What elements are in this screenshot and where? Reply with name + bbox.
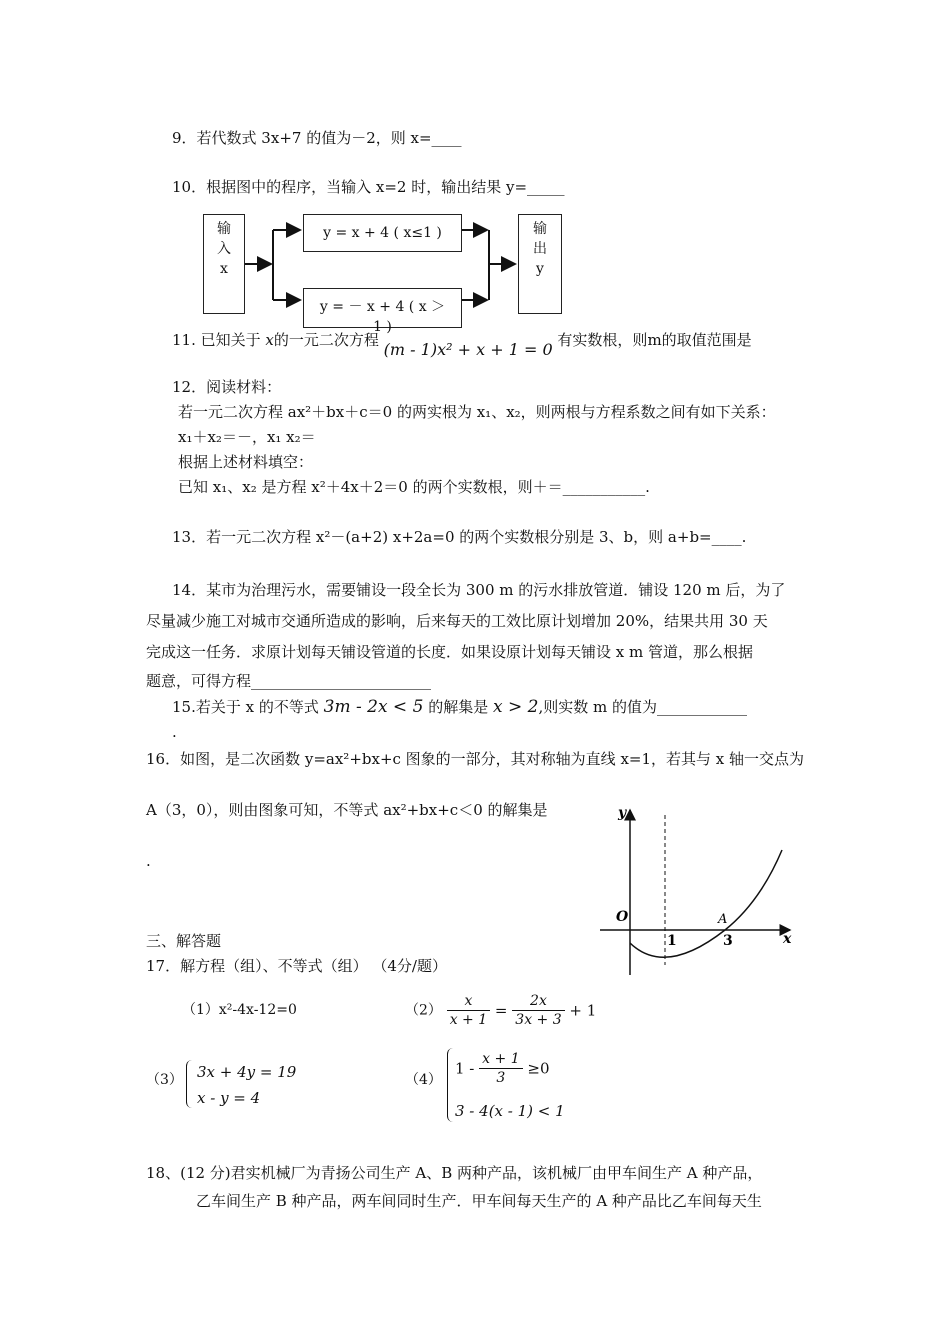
q17-p2-num1: x: [447, 992, 490, 1011]
question-17-title: 17．解方程（组）、不等式（组） （4分/题）: [146, 957, 447, 975]
q11-text-d: 的取值范围是: [661, 331, 752, 349]
q11-var: x: [265, 331, 274, 349]
q11-text-c: 有实数根，则: [557, 331, 648, 349]
graph-y-label: y: [618, 805, 627, 821]
q17-p2-den1: x + 1: [449, 1012, 488, 1028]
question-11: [172, 330, 752, 359]
q17-p4-ineq2: 3 - 4(x - 1) < 1: [455, 1102, 565, 1120]
flow-input-char: x: [220, 261, 228, 277]
question-18-line1: 18、(12 分)君实机械厂为青扬公司生产 A、B 两种产品，该机械厂由甲车间生产 A 种产品，: [146, 1164, 763, 1182]
question-12-title: 12．阅读材料：: [172, 378, 282, 396]
q15-solution: x > 2: [492, 697, 539, 717]
section-3-title: 三、解答题: [146, 932, 222, 950]
parabola-graph: [590, 795, 800, 980]
q17-part1: （1）x²-4x-12=0: [182, 1002, 297, 1018]
question-18-line2: 乙车间生产 B 种产品，两车间同时生产．甲车间每天生产的 A 种产品比乙车间每天生: [196, 1192, 762, 1210]
question-9: 9．若代数式 3x+7 的值为－2，则 x=____: [172, 129, 462, 147]
question-16-line1: 16．如图，是二次函数 y=ax²+bx+c 图象的一部分，其对称轴为直线 x=1，若其与 x 轴一交点为: [146, 750, 805, 768]
question-15-dot: .: [172, 723, 177, 741]
q11-m: m: [647, 331, 662, 349]
flow-output-char: y: [536, 261, 544, 277]
question-15: [172, 697, 747, 717]
question-12-line2: x₁＋x₂＝－，x₁ x₂＝: [178, 428, 316, 446]
q11-text-a: 11. 已知关于: [172, 331, 261, 349]
q17-p3-eq2: x - y = 4: [197, 1089, 261, 1107]
q17-p3-eq1: 3x + 4y = 19: [197, 1063, 297, 1081]
question-12-line3: 根据上述材料填空：: [178, 453, 314, 471]
question-10: 10．根据图中的程序，当输入 x=2 时，输出结果 y=_____: [172, 178, 565, 196]
q17-p2-tail: + 1: [569, 1001, 597, 1020]
flow-output-char: 输: [533, 221, 547, 237]
question-16-line3: .: [146, 852, 151, 870]
flow-bottom-line2: 1 ): [373, 319, 392, 335]
graph-origin-label: O: [616, 909, 629, 925]
flow-input-char: 入: [217, 241, 231, 257]
q17-p2-frac1: [447, 992, 490, 1029]
flow-output-char: 出: [533, 241, 547, 257]
question-16-line2: A（3，0），则由图象可知，不等式 ax²+bx+c＜0 的解集是: [146, 801, 548, 819]
q17-p4-post: ≥0: [527, 1059, 550, 1078]
flow-arrows: [0, 0, 950, 340]
q17-p2-den2: 3x + 3: [515, 1012, 562, 1028]
q17-p4-pre: 1 -: [455, 1059, 475, 1078]
q17-p3-brace: [186, 1060, 197, 1108]
flow-input-char: 输: [217, 221, 231, 237]
graph-x-label: x: [783, 931, 792, 947]
graph-tick-1: 1: [667, 933, 677, 949]
q15-text-c: ,则实数 m 的值为____________: [538, 698, 747, 716]
q15-inequality: 3m - 2x < 5: [323, 697, 424, 717]
q17-p3-label: （3）: [146, 1072, 183, 1088]
question-12-line4: 已知 x₁、x₂ 是方程 x²＋4x＋2＝0 的两个实数根，则＋＝___________.: [178, 478, 650, 496]
q17-p4-label: （4）: [405, 1072, 442, 1088]
q17-p2-frac2: [512, 992, 564, 1029]
q11-equation: (m - 1)x² + x + 1 = 0: [383, 340, 553, 359]
graph-tick-3: 3: [723, 933, 733, 949]
flow-bottom-line1: y = － x + 4 ( x ＞: [319, 299, 446, 315]
q17-p4-frac: [479, 1050, 522, 1087]
q17-p4-num: x + 1: [479, 1050, 522, 1069]
graph-point-a: A: [718, 912, 728, 927]
question-13: 13．若一元二次方程 x²－(a+2) x+2a=0 的两个实数根分别是 3、b，则 a+b=____.: [172, 528, 747, 546]
flow-top-box: y = x + 4 ( x≤1 ): [303, 214, 462, 252]
question-14-line1: 14．某市为治理污水，需要铺设一段全长为 300 m 的污水排放管道．铺设 120 m 后，为了: [172, 581, 786, 599]
q17-p4-ineq1: [455, 1050, 550, 1094]
q11-text-b: 的一元二次方程: [273, 331, 379, 349]
q15-text-b: 的解集是: [428, 698, 489, 716]
parabola-curve: [630, 850, 782, 957]
question-14-line2: 尽量减少施工对城市交通所造成的影响，后来每天的工效比原计划增加 20%，结果共用 30 天: [146, 612, 768, 630]
question-12-line1: 若一元二次方程 ax²＋bx＋c＝0 的两实根为 x₁、x₂，则两根与方程系数之间有如下关系：: [178, 403, 776, 421]
question-14-line4: 题意，可得方程________________________: [146, 672, 432, 690]
q17-p2-num2: 2x: [512, 992, 564, 1011]
q17-p2-label: （2）: [405, 1002, 442, 1019]
q17-part2: [405, 992, 596, 1036]
q17-p2-eq: =: [494, 1001, 508, 1020]
question-14-line3: 完成这一任务．求原计划每天铺设管道的长度．如果设原计划每天铺设 x m 管道，那么根据: [146, 643, 753, 661]
q15-text-a: 15.若关于 x 的不等式: [172, 698, 319, 716]
q17-p4-den: 3: [496, 1070, 506, 1086]
